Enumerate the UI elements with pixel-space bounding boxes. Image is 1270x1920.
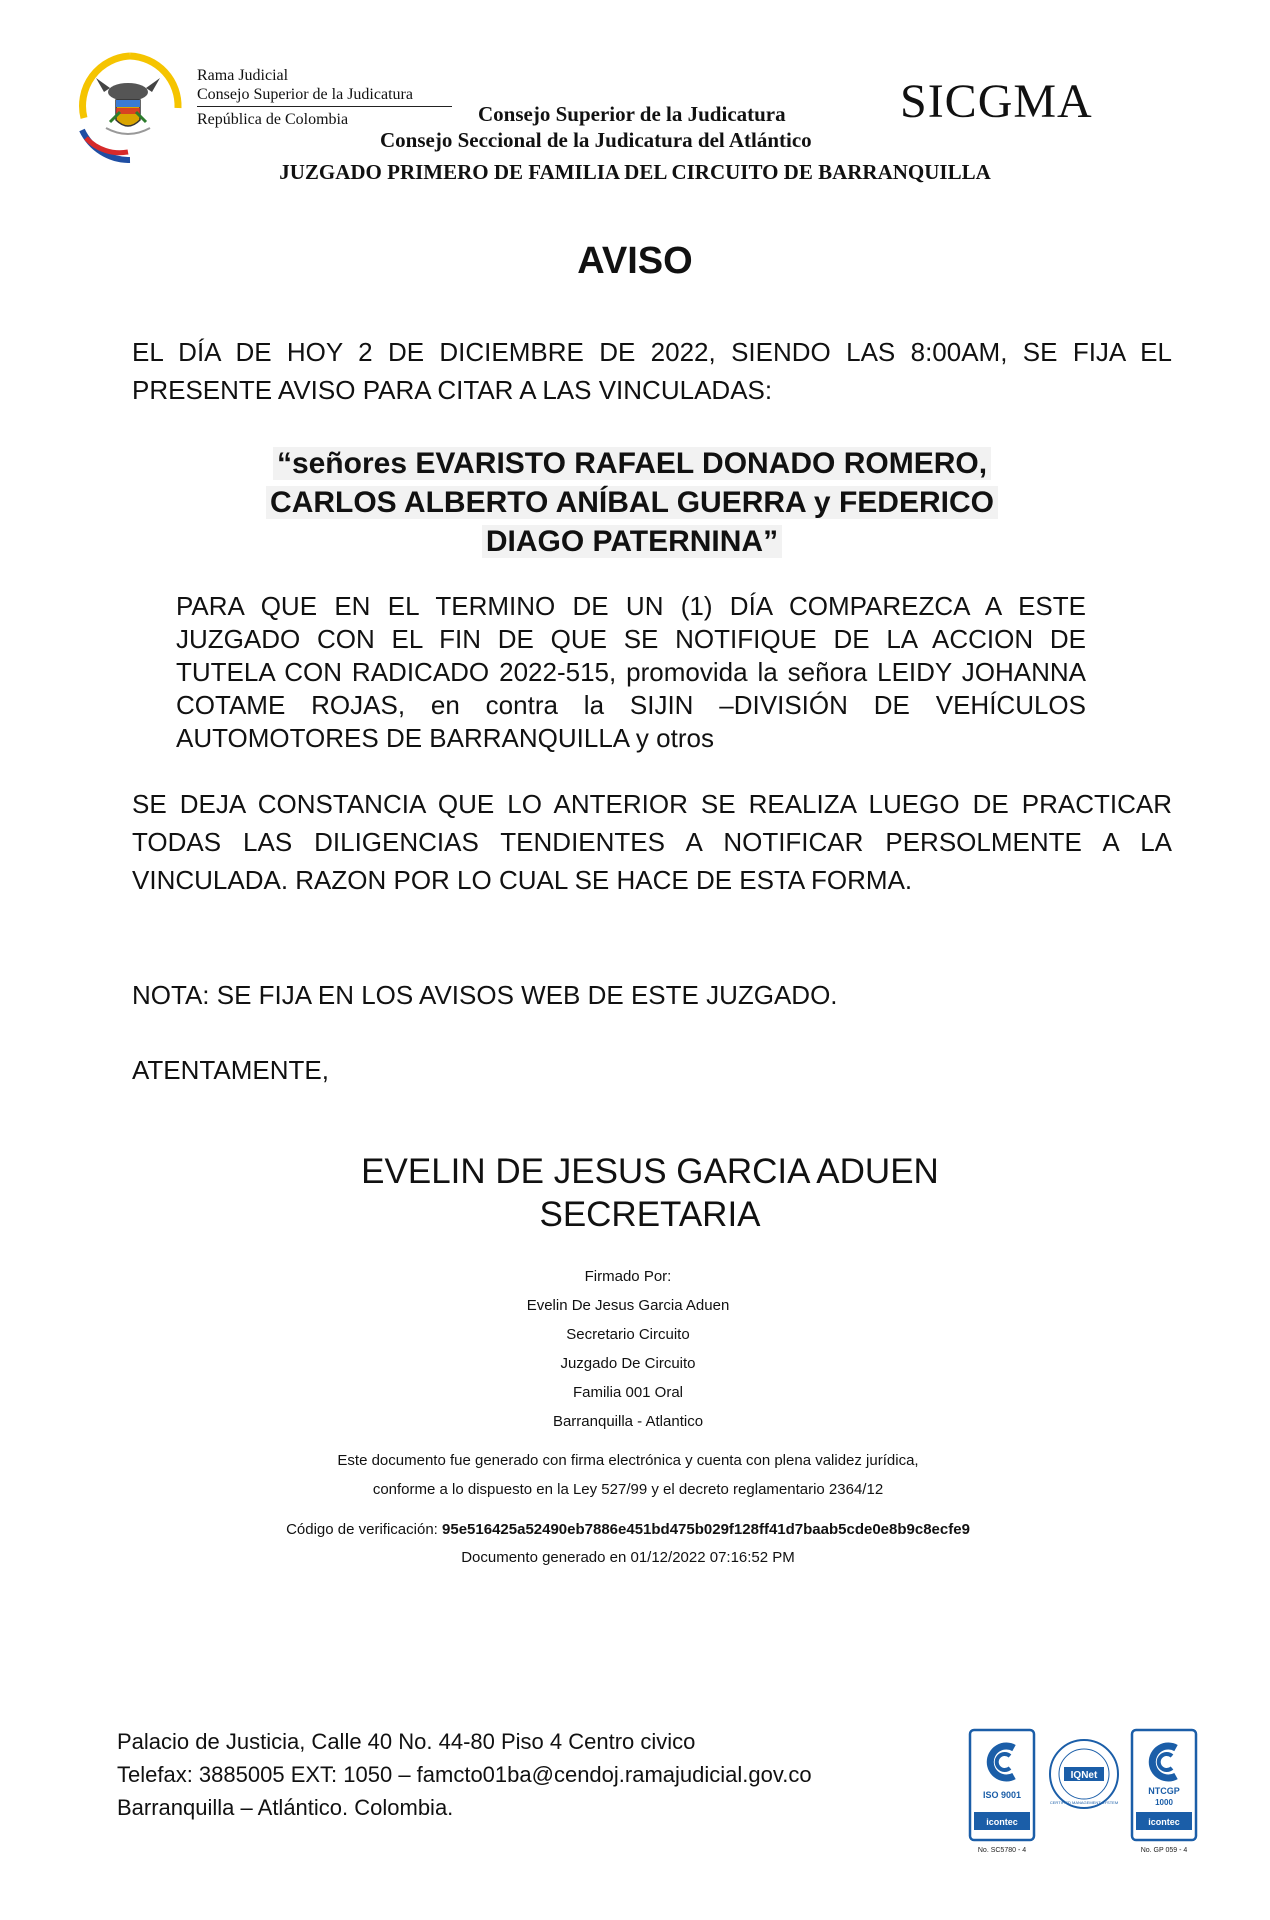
cited-names-line-1: “señores EVARISTO RAFAEL DONADO ROMERO, (273, 447, 991, 480)
verification-label: Código de verificación: (286, 1521, 438, 1538)
footer-address (117, 1725, 812, 1824)
verification-code-line (0, 1516, 1256, 1544)
rama-line-2: Consejo Superior de la Judicatura (197, 86, 413, 103)
signature-line-4: Juzgado De Circuito (560, 1355, 696, 1372)
certification-badges (968, 1728, 1200, 1858)
rama-divider (197, 106, 452, 107)
cited-names-line-3: DIAGO PATERNINA” (482, 525, 782, 558)
signer-name: EVELIN DE JESUS GARCIA ADUEN (361, 1152, 939, 1191)
legal-line-2: conforme a lo dispuesto en la Ley 527/99 y el decreto reglamentario 2364/12 (372, 1481, 884, 1498)
rama-line-1: Rama Judicial (197, 67, 289, 84)
legal-validity-note (0, 1446, 1256, 1504)
legal-line-1: Este documento fue generado con firma electrónica y cuenta con plena validez jurídica, (337, 1452, 919, 1469)
badge3-label2: 1000 (1155, 1798, 1173, 1807)
badge1-label: ISO 9001 (982, 1790, 1022, 1800)
digital-signature-block (0, 1262, 1256, 1436)
signer-role: SECRETARIA (539, 1195, 761, 1234)
badge1-brand: icontec (986, 1817, 1018, 1827)
rama-judicial-logo (70, 48, 190, 164)
constancia-paragraph: SE DEJA CONSTANCIA QUE LO ANTERIOR SE REALIZA LUEGO DE PRACTICAR TODAS LAS DILIGENCIAS TENDIENTES A NOTIFICAR PERSOLMENTE A LA VINCULADA. RAZON POR LO CUAL SE HACE DE ESTA FORMA. (132, 789, 1172, 895)
badge3-number: No. GP 059 - 4 (1140, 1847, 1188, 1854)
notice-title: AVISO (577, 240, 693, 282)
badge2-brand: IQNet (1070, 1770, 1098, 1781)
consejo-superior-heading: Consejo Superior de la Judicatura (478, 102, 786, 126)
rama-judicial-text (197, 66, 452, 129)
cited-names (228, 444, 1036, 561)
iso9001-badge-icon (970, 1730, 1034, 1854)
ntcgp1000-badge-icon (1132, 1730, 1196, 1854)
signature-line-1: Firmado Por: (584, 1268, 672, 1285)
signature-line-2: Evelin De Jesus Garcia Aduen (526, 1297, 730, 1314)
generated-date: Documento generado en 01/12/2022 07:16:52 PM (461, 1549, 795, 1566)
closing-line: ATENTAMENTE, (132, 1055, 329, 1085)
consejo-seccional-heading: Consejo Seccional de la Judicatura del Atlántico (380, 128, 812, 152)
nota-line: NOTA: SE FIJA EN LOS AVISOS WEB DE ESTE JUZGADO. (132, 980, 838, 1010)
verification-block (0, 1516, 1256, 1572)
signature-line-5: Familia 001 Oral (572, 1384, 684, 1401)
badge1-number: No. SC5780 - 4 (977, 1847, 1027, 1854)
badge3-label: NTCGP (1148, 1786, 1180, 1796)
signature-line-6: Barranquilla - Atlantico (552, 1413, 704, 1430)
sicgma-title: SICGMA (900, 75, 1093, 128)
badge3-brand: icontec (1148, 1817, 1180, 1827)
footer-line-3: Barranquilla – Atlántico. Colombia. (117, 1795, 454, 1820)
notice-intro: EL DÍA DE HOY 2 DE DICIEMBRE DE 2022, SIENDO LAS 8:00AM, SE FIJA EL PRESENTE AVISO PARA CITAR A LAS VINCULADAS: (132, 337, 1172, 405)
verification-code: 95e516425a52490eb7886e451bd475b029f128ff41d7baab5cde0e8b9c8ecfe9 (442, 1521, 970, 1538)
footer-line-2: Telefax: 3885005 EXT: 1050 – famcto01ba@cendoj.ramajudicial.gov.co (117, 1762, 812, 1787)
signature-line-3: Secretario Circuito (566, 1326, 690, 1343)
rama-line-3: República de Colombia (197, 111, 349, 128)
cited-names-line-2: CARLOS ALBERTO ANÍBAL GUERRA y FEDERICO (266, 486, 998, 519)
summons-paragraph: PARA QUE EN EL TERMINO DE UN (1) DÍA COMPAREZCA A ESTE JUZGADO CON EL FIN DE QUE SE NOTIFIQUE DE LA ACCION DE TUTELA CON RADICADO 2022-515, promovida la señora LEIDY JOHANNA COTAME ROJAS, en contra la SIJIN –DIVISIÓN DE VEHÍCULOS AUTOMOTORES DE BARRANQUILLA y otros (176, 591, 1086, 753)
footer-line-1: Palacio de Justicia, Calle 40 No. 44-80 Piso 4 Centro civico (117, 1729, 696, 1754)
badge2-ring-text: CERTIFIED MANAGEMENT SYSTEM (1049, 1800, 1119, 1805)
iqnet-badge-icon (1050, 1740, 1118, 1808)
signer-block (0, 1150, 1270, 1236)
court-name: JUZGADO PRIMERO DE FAMILIA DEL CIRCUITO DE BARRANQUILLA (279, 160, 991, 184)
